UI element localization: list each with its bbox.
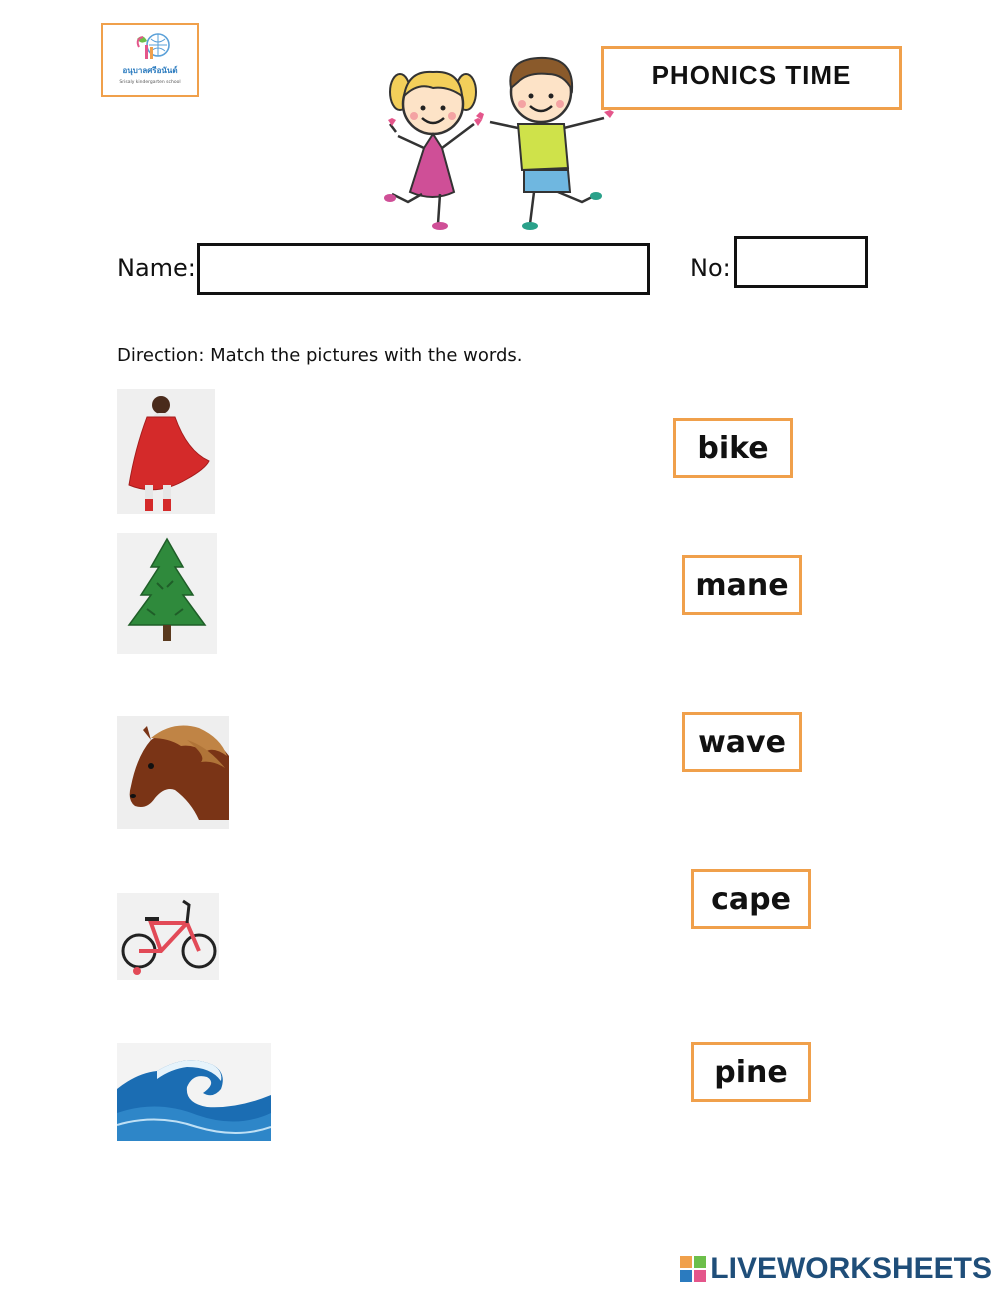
superhero-cape-icon: [117, 389, 215, 514]
picture-cape[interactable]: [117, 389, 215, 514]
word-wave[interactable]: wave: [682, 712, 802, 772]
no-label: No:: [690, 254, 731, 282]
pine-tree-icon: [117, 533, 217, 654]
girl-figure: [384, 72, 482, 230]
word-mane[interactable]: mane: [682, 555, 802, 615]
school-logo: [101, 23, 199, 97]
kids-illustration: [378, 52, 618, 234]
picture-bike[interactable]: [117, 893, 219, 980]
liveworksheets-blocks-icon: [680, 1256, 706, 1282]
no-field[interactable]: [734, 236, 868, 288]
liveworksheets-logo[interactable]: [680, 1252, 992, 1286]
boy-figure: [476, 58, 614, 230]
page-title: PHONICS TIME: [651, 59, 852, 90]
picture-horse[interactable]: [117, 716, 229, 829]
word-bike[interactable]: bike: [673, 418, 793, 478]
horse-mane-icon: [117, 716, 229, 829]
bicycle-icon: [117, 893, 219, 980]
direction-text: Direction: Match the pictures with the words.: [117, 345, 523, 366]
logo-text: อนุบาลศรีอนันต์: [122, 66, 178, 75]
picture-pine[interactable]: [117, 533, 217, 654]
word-cape[interactable]: cape: [691, 869, 811, 929]
logo-subtext: Srisaly kindergarten school: [119, 80, 181, 85]
school-logo-icon: [103, 25, 197, 95]
name-field[interactable]: [197, 243, 650, 295]
ocean-wave-icon: [117, 1043, 271, 1141]
name-label: Name:: [117, 254, 196, 282]
title-box: [601, 46, 902, 110]
picture-wave[interactable]: [117, 1043, 271, 1141]
word-pine[interactable]: pine: [691, 1042, 811, 1102]
brand-name: LIVEWORKSHEETS: [710, 1252, 992, 1285]
